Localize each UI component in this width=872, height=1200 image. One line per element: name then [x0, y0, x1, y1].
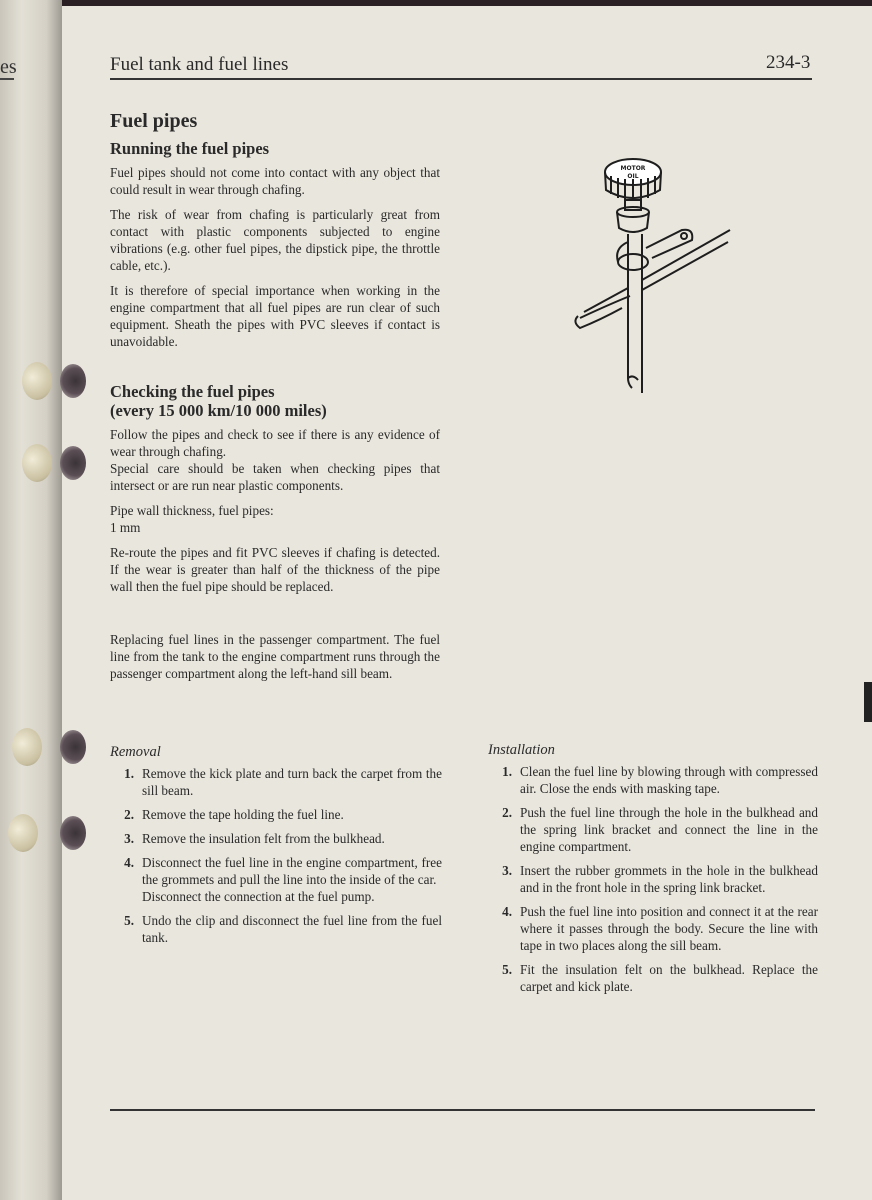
step-text: Remove the tape holding the fuel line.: [142, 807, 344, 822]
previous-page-edge-rule: [0, 78, 14, 80]
page-header-title: Fuel tank and fuel lines: [110, 54, 289, 75]
step-text-extra: Disconnect the connection at the fuel pump.: [142, 889, 375, 904]
list-item: [488, 961, 818, 995]
checking-paragraph: Re-route the pipes and fit PVC sleeves if chafing is detected. If the wear is greater than half of the thickness of the pipe wall then the fuel pipe should be replaced.: [110, 545, 440, 594]
installation-steps: [488, 763, 818, 995]
step-text: Remove the kick plate and turn back the carpet from the sill beam.: [142, 766, 442, 798]
step-text: Undo the clip and disconnect the fuel line from the fuel tank.: [142, 913, 442, 945]
step-number: 1.: [502, 764, 512, 779]
replacing-paragraph: Replacing fuel lines in the passenger compartment. The fuel line from the tank to the engine compartment runs through the passenger compartment along the left-hand sill beam.: [110, 632, 440, 681]
punch-hole: [8, 814, 38, 852]
punch-hole-shadow: [60, 446, 86, 480]
list-item: [110, 854, 442, 905]
list-item: [110, 912, 442, 946]
cap-label-line1: MOTOR: [620, 165, 646, 172]
step-text: Push the fuel line into position and connect it at the rear where it passes through the body. Secure the line with tape in two places along the sill beam.: [520, 904, 818, 953]
punch-hole: [22, 444, 52, 482]
list-item: [110, 806, 442, 823]
punch-hole-shadow: [60, 364, 86, 398]
step-text: Push the fuel line through the hole in the bulkhead and the spring link bracket and connect the line in the engine compartment.: [520, 805, 818, 854]
step-text: [142, 854, 442, 905]
dipstick-fuel-pipe-illustration: [570, 148, 740, 408]
header-rule: [110, 78, 812, 80]
footer-rule: [110, 1109, 815, 1111]
checking-paragraph: Special care should be taken when checking pipes that intersect or are run near plastic components.: [110, 461, 440, 493]
running-paragraph: It is therefore of special importance when working in the engine compartment that all fuel pipes are run clear of such equipment. Sheath the pipes with PVC sleeves if contact is unavoidable.: [110, 283, 440, 349]
running-paragraph: The risk of wear from chafing is particularly great from contact with plastic components subjected to engine vibrations (e.g. other fuel pipes, the dipstick pipe, the throttle cable, etc.).: [110, 207, 440, 273]
previous-page-edge-text: es: [0, 56, 17, 78]
step-number: 3.: [502, 863, 512, 878]
list-item: [488, 862, 818, 896]
left-column: [110, 110, 440, 690]
punch-hole: [22, 362, 52, 400]
step-text: Fit the insulation felt on the bulkhead. Replace the carpet and kick plate.: [520, 962, 818, 994]
installation-section: [488, 742, 818, 1002]
running-subtitle: Running the fuel pipes: [110, 139, 270, 158]
step-number: 2.: [124, 807, 134, 822]
list-item: [488, 804, 818, 855]
thickness-value: 1 mm: [110, 520, 141, 535]
step-number: 4.: [124, 855, 134, 870]
removal-steps: [110, 765, 442, 946]
punch-hole-shadow: [60, 730, 86, 764]
list-item: [488, 763, 818, 797]
cap-label-line2: OIL: [627, 173, 639, 180]
removal-title: Removal: [110, 744, 161, 760]
running-paragraph: Fuel pipes should not come into contact with any object that could result in wear through chafing.: [110, 165, 440, 197]
section-tab-marker: [864, 682, 872, 722]
step-text: Clean the fuel line by blowing through with compressed air. Close the ends with masking tape.: [520, 764, 818, 796]
step-number: 3.: [124, 831, 134, 846]
page-number: 234-3: [766, 52, 811, 73]
binder-spine: [0, 0, 62, 1200]
list-item: [488, 903, 818, 954]
thickness-label: Pipe wall thickness, fuel pipes:: [110, 503, 274, 518]
step-text: Remove the insulation felt from the bulkhead.: [142, 831, 385, 846]
checking-subtitle: [110, 382, 440, 420]
step-number: 4.: [502, 904, 512, 919]
list-item: [110, 765, 442, 799]
checking-title-line2: (every 15 000 km/10 000 miles): [110, 401, 327, 420]
page-top-edge: [0, 0, 872, 6]
step-number: 5.: [502, 962, 512, 977]
section-title: Fuel pipes: [110, 110, 198, 132]
punch-hole: [12, 728, 42, 766]
checking-title-line1: Checking the fuel pipes: [110, 382, 275, 401]
installation-title: Installation: [488, 742, 555, 758]
step-text-main: Disconnect the fuel line in the engine compartment, free the grommets and pull the line into the inside of the car.: [142, 855, 442, 887]
thickness-spec: [110, 502, 440, 536]
checking-paragraph: Follow the pipes and check to see if there is any evidence of wear through chafing.: [110, 427, 440, 459]
punch-hole-shadow: [60, 816, 86, 850]
step-number: 5.: [124, 913, 134, 928]
removal-section: [110, 744, 442, 953]
list-item: [110, 830, 442, 847]
step-text: Insert the rubber grommets in the hole in the bulkhead and in the front hole in the spring link bracket.: [520, 863, 818, 895]
step-number: 2.: [502, 805, 512, 820]
step-number: 1.: [124, 766, 134, 781]
